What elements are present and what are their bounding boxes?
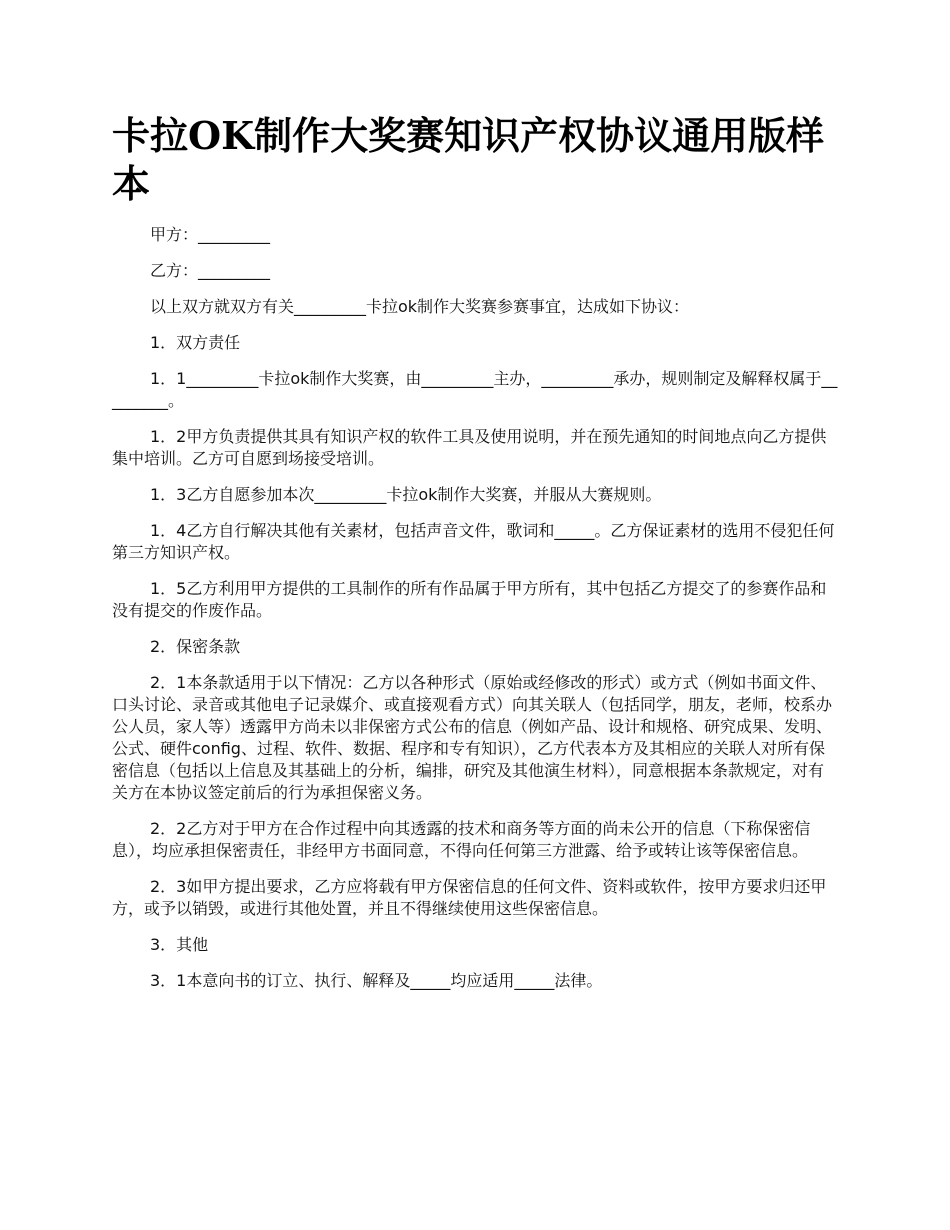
clause-2-2: 2．2乙方对于甲方在合作过程中向其透露的技术和商务等方面的尚未公开的信息（下称保密信息），均应承担保密责任，非经甲方书面同意，不得向任何第三方泄露、给予或转让该等保密信息。 xyxy=(112,819,811,860)
section-3-heading: 3．其他 xyxy=(150,935,209,954)
clause-1-2: 1．2甲方负责提供其具有知识产权的软件工具及使用说明，并在预先通知的时间地点向乙方提供集中培训。乙方可自愿到场接受培训。 xyxy=(112,427,827,468)
party-b-line: 乙方：_________ xyxy=(150,261,271,280)
document-body xyxy=(112,224,838,1006)
intro-paragraph: 以上双方就双方有关_________卡拉ok制作大奖赛参赛事宜，达成如下协议： xyxy=(150,297,690,316)
clause-3-1: 3．1本意向书的订立、执行、解释及_____均应适用_____法律。 xyxy=(150,971,603,990)
clause-1-5: 1．5乙方利用甲方提供的工具制作的所有作品属于甲方所有，其中包括乙方提交了的参赛作品和没有提交的作废作品。 xyxy=(112,579,827,620)
section-2-heading: 2．保密条款 xyxy=(150,637,241,656)
clause-1-1: 1．1_________卡拉ok制作大奖赛，由_________主办，_________承办，规则制定及解释权属于_________。 xyxy=(112,369,838,410)
clause-2-1: 2．1本条款适用于以下情况：乙方以各种形式（原始或经修改的形式）或方式（例如书面文件、口头讨论、录音或其他电子记录媒介、或直接观看方式）向其关联人（包括同学，朋友，老师，校系办公人员，家人等）透露甲方尚未以非保密方式公布的信息（例如产品、设计和规格、研究成果、发明、公式、硬件config、过程、软件、数据、程序和专有知识），乙方代表本方及其相应的关联人对所有保密信息（包括以上信息及其基础上的分析，编排，研究及其他演生材料），同意根据本条款规定，对有关方在本协议签定前后的行为承担保密义务。 xyxy=(112,673,833,802)
clause-2-3: 2．3如甲方提出要求，乙方应将载有甲方保密信息的任何文件、资料或软件，按甲方要求归还甲方，或予以销毁，或进行其他处置，并且不得继续使用这些保密信息。 xyxy=(112,877,827,918)
document-title: 卡拉OK制作大奖赛知识产权协议通用版样本 xyxy=(112,113,825,206)
clause-1-4: 1．4乙方自行解决其他有关素材，包括声音文件，歌词和_____。乙方保证素材的选用不侵犯任何第三方知识产权。 xyxy=(112,521,835,562)
clause-1-3: 1．3乙方自愿参加本次_________卡拉ok制作大奖赛，并服从大赛规则。 xyxy=(150,485,662,504)
section-1-heading: 1．双方责任 xyxy=(150,333,241,352)
party-a-line: 甲方：_________ xyxy=(150,225,271,244)
